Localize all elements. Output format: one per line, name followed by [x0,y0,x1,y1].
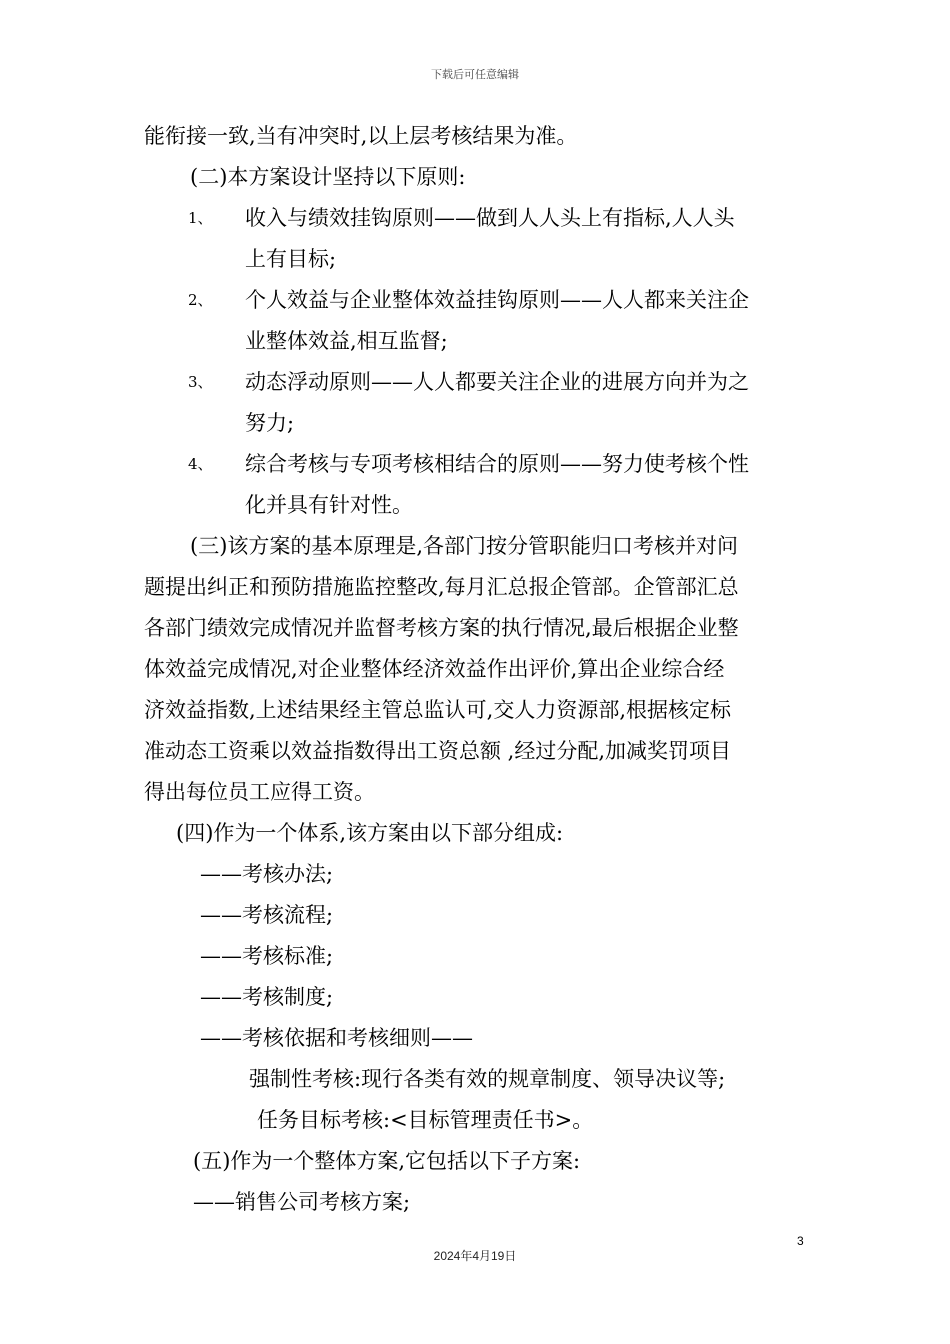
body-line: 得出每位员工应得工资。 [144,780,375,804]
body-line: 题提出纠正和预防措施监控整改,每月汇总报企管部。企管部汇总 [144,575,739,599]
sub-item: 强制性考核:现行各类有效的规章制度、领导决议等; [249,1067,726,1091]
list-item-line: 业整体效益,相互监督; [245,329,448,353]
body-line: 各部门绩效完成情况并监督考核方案的执行情况,最后根据企业整 [144,616,739,640]
section-heading: (五)作为一个整体方案,它包括以下子方案: [193,1149,581,1173]
list-number: 1、 [188,209,213,227]
list-item-line: 化并具有针对性。 [245,493,413,517]
component-item: ——考核流程; [200,903,334,927]
body-line: 能衔接一致,当有冲突时,以上层考核结果为准。 [144,124,578,148]
body-line: 准动态工资乘以效益指数得出工资总额 ,经过分配,加减奖罚项目 [144,739,732,763]
section-heading: (四)作为一个体系,该方案由以下部分组成: [176,821,564,845]
list-item-line: 个人效益与企业整体效益挂钩原则——人人都来关注企 [245,288,749,312]
list-item-line: 综合考核与专项考核相结合的原则——努力使考核个性 [245,452,749,476]
sub-item: 任务目标考核:<目标管理责任书>。 [257,1108,594,1132]
list-item-line: 收入与绩效挂钩原则——做到人人头上有指标,人人头 [245,206,735,230]
component-item: ——考核办法; [200,862,334,886]
page-footer-date: 2024年4月19日 [433,1249,517,1263]
list-number: 3、 [188,373,213,391]
list-item-line: 上有目标; [245,247,337,271]
list-number: 4、 [188,455,213,473]
list-number: 2、 [188,291,213,309]
body-line: 济效益指数,上述结果经主管总监认可,交人力资源部,根据核定标 [144,698,732,722]
body-line: 体效益完成情况,对企业整体经济效益作出评价,算出企业综合经 [144,657,725,681]
page-header: 下载后可任意编辑 [431,68,519,81]
component-item: ——考核制度; [200,985,334,1009]
section-heading: (三)该方案的基本原理是,各部门按分管职能归口考核并对问 [190,534,739,558]
component-item: ——考核依据和考核细则—— [200,1026,473,1050]
section-heading: (二)本方案设计坚持以下原则: [190,165,466,189]
component-item: ——考核标准; [200,944,334,968]
list-item-line: 努力; [245,411,295,435]
page-number: 3 [797,1234,804,1248]
list-item-line: 动态浮动原则——人人都要关注企业的进展方向并为之 [245,370,749,394]
component-item: ——销售公司考核方案; [193,1190,411,1214]
